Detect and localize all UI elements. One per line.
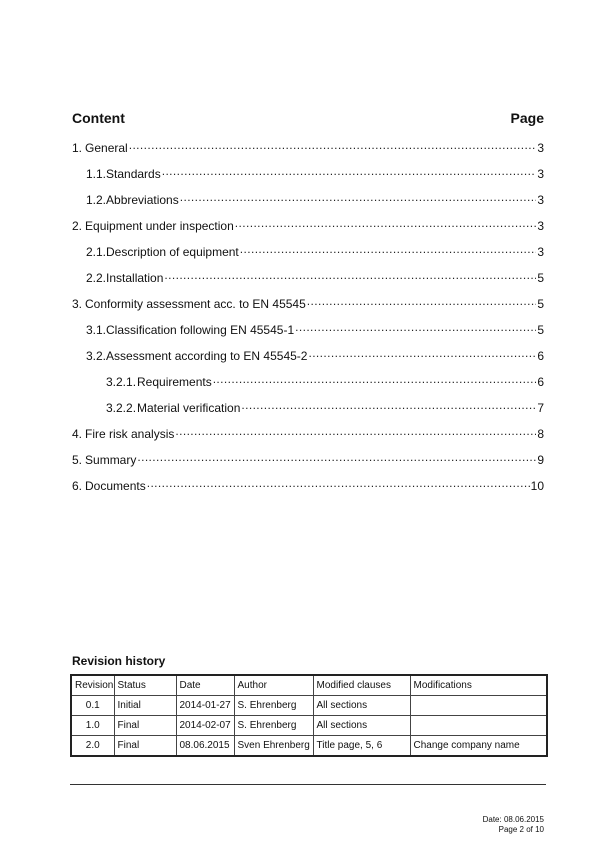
cell-author: S. Ehrenberg (234, 716, 313, 736)
col-modified-clauses: Modified clauses (313, 675, 410, 696)
toc-header (72, 110, 544, 130)
cell-revision: 2.0 (71, 736, 114, 757)
toc-entry-title: Description of equipment (106, 245, 239, 259)
toc-entry[interactable] (86, 244, 544, 260)
toc-entry[interactable] (72, 140, 544, 156)
toc-entry-number: 2.1. (86, 245, 107, 259)
toc-entry-page: 5 (537, 271, 544, 285)
toc-leader-dots (241, 400, 536, 412)
cell-revision: 0.1 (71, 696, 114, 716)
page-footer (483, 815, 544, 835)
toc-entry-number: 3. (72, 297, 83, 311)
toc-entry-page: 3 (537, 167, 544, 181)
cell-date: 2014-02-07 (176, 716, 234, 736)
toc-entry-title: Abbreviations (106, 193, 179, 207)
col-modifications: Modifications (410, 675, 547, 696)
toc-entry[interactable] (72, 452, 544, 468)
toc-heading: Content (72, 110, 125, 126)
toc-leader-dots (308, 348, 536, 360)
toc-entry-page: 5 (537, 323, 544, 337)
toc-leader-dots (175, 426, 536, 438)
toc-leader-dots (162, 166, 537, 178)
toc-leader-dots (164, 270, 536, 282)
table-row (71, 736, 547, 757)
toc-entry[interactable] (106, 400, 544, 416)
toc-entry-number: 1. (72, 141, 83, 155)
cell-modified-clauses: All sections (313, 716, 410, 736)
toc-leader-dots (129, 140, 537, 152)
footer-date: Date: 08.06.2015 (482, 815, 544, 824)
cell-status: Final (114, 716, 176, 736)
toc-entry-number: 3.2.1. (106, 375, 137, 389)
cell-status: Final (114, 736, 176, 757)
toc-leader-dots (137, 452, 536, 464)
cell-date: 2014-01-27 (176, 696, 234, 716)
cell-author: Sven Ehrenberg (234, 736, 313, 757)
toc-entry-number: 1.1. (86, 167, 107, 181)
cell-modified-clauses: Title page, 5, 6 (313, 736, 410, 757)
toc-entry-page: 3 (537, 193, 544, 207)
toc-entry-page: 5 (537, 297, 544, 311)
toc-entry-title: Equipment under inspection (85, 219, 234, 233)
cell-date: 08.06.2015 (176, 736, 234, 757)
footer-divider (70, 784, 546, 785)
cell-modifications: Change company name (410, 736, 547, 757)
table-row (71, 696, 547, 716)
toc-entry-number: 5. (72, 453, 83, 467)
toc-entry-page: 7 (537, 401, 544, 415)
cell-modified-clauses: All sections (313, 696, 410, 716)
toc-entry[interactable] (106, 374, 544, 390)
toc-leader-dots (147, 478, 530, 490)
toc-entry-number: 1.2. (86, 193, 107, 207)
toc-entry-page: 10 (530, 479, 544, 493)
toc-entry-page: 9 (537, 453, 544, 467)
toc-entry-title: Fire risk analysis (85, 427, 175, 441)
toc-entry-title: Material verification (137, 401, 241, 415)
cell-author: S. Ehrenberg (234, 696, 313, 716)
toc-entry-page: 3 (537, 141, 544, 155)
toc-leader-dots (240, 244, 537, 256)
toc-entry-number: 6. (72, 479, 83, 493)
cell-modifications (410, 716, 547, 736)
toc-leader-dots (295, 322, 536, 334)
toc-entry-number: 4. (72, 427, 83, 441)
toc-entry-title: General (85, 141, 128, 155)
toc-entry[interactable] (72, 426, 544, 442)
toc-leader-dots (307, 296, 537, 308)
toc-entry-page: 6 (537, 349, 544, 363)
toc-page-heading: Page (510, 110, 544, 126)
toc-entry-title: Classification following EN 45545-1 (106, 323, 295, 337)
table-header-row (71, 675, 547, 696)
toc-entry-number: 2. (72, 219, 83, 233)
col-status: Status (114, 675, 176, 696)
cell-revision: 1.0 (71, 716, 114, 736)
toc-entry[interactable] (86, 192, 544, 208)
toc-entry-number: 3.2.2. (106, 401, 137, 415)
toc-leader-dots (235, 218, 537, 230)
toc-entry-title: Conformity assessment acc. to EN 45545 (85, 297, 306, 311)
toc-entry-title: Assessment according to EN 45545-2 (106, 349, 308, 363)
revision-history-table (70, 674, 548, 757)
toc-entry-title: Summary (85, 453, 137, 467)
footer-page-number: Page 2 of 10 (498, 825, 544, 834)
table-row (71, 716, 547, 736)
toc-entry-page: 6 (537, 375, 544, 389)
toc-entry-page: 8 (537, 427, 544, 441)
toc-entry-title: Documents (85, 479, 146, 493)
toc-entry-number: 2.2. (86, 271, 107, 285)
toc-entry-title: Installation (106, 271, 164, 285)
toc-leader-dots (180, 192, 537, 204)
toc-entry[interactable] (86, 348, 544, 364)
col-author: Author (234, 675, 313, 696)
revision-history-title: Revision history (72, 654, 166, 668)
toc-entry[interactable] (86, 270, 544, 286)
toc-entry-page: 3 (537, 219, 544, 233)
toc-entry-title: Standards (106, 167, 161, 181)
toc-entry[interactable] (72, 478, 544, 494)
toc-entry-page: 3 (537, 245, 544, 259)
toc-entry[interactable] (72, 218, 544, 234)
toc-entry[interactable] (86, 166, 544, 182)
toc-entry[interactable] (86, 322, 544, 338)
toc-entry-title: Requirements (137, 375, 212, 389)
cell-status: Initial (114, 696, 176, 716)
cell-modifications (410, 696, 547, 716)
col-date: Date (176, 675, 234, 696)
toc-entry-number: 3.2. (86, 349, 107, 363)
col-revision: Revision (71, 675, 114, 696)
toc-entry-number: 3.1. (86, 323, 107, 337)
toc-leader-dots (213, 374, 537, 386)
toc-entry[interactable] (72, 296, 544, 312)
